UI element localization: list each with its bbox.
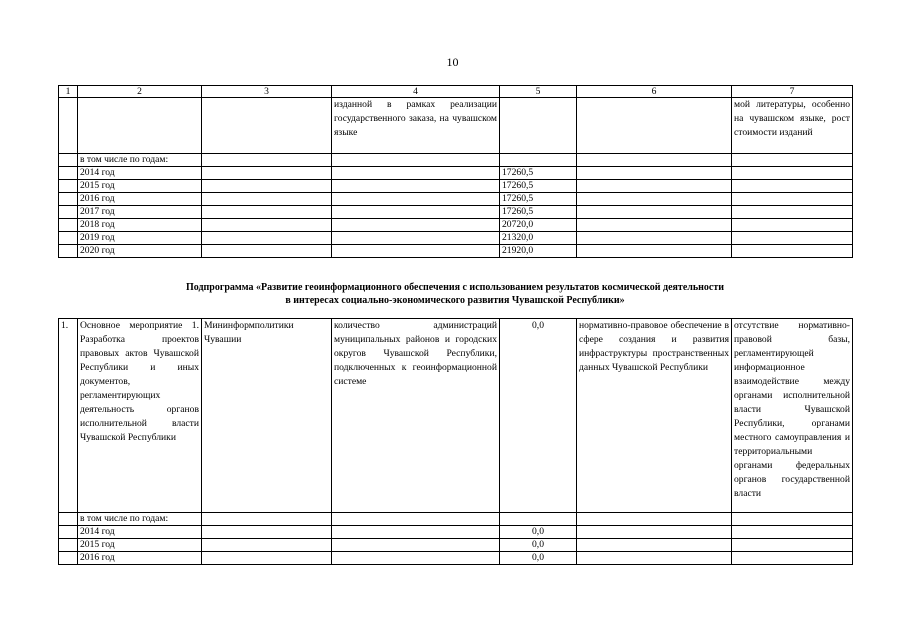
responsible-executor: Мининформполитики Чувашии [202, 319, 332, 513]
by-years-row [59, 154, 853, 167]
year-label: 2014 год [78, 526, 202, 539]
year-label: 2014 год [78, 167, 202, 180]
year-label: 2020 год [78, 245, 202, 258]
year-label: 2017 год [78, 206, 202, 219]
continued-row [59, 98, 853, 154]
subprogram-heading [58, 281, 852, 307]
table-row [59, 539, 853, 552]
table-row [59, 526, 853, 539]
year-label: 2019 год [78, 232, 202, 245]
activity-number: 1. [59, 319, 78, 513]
year-value: 0,0 [500, 552, 577, 565]
activity-description: Основное мероприятие 1. Разработка проектов правовых актов Чувашской Республики и иных документов, регламентирующих деятельность органов исполнительной власти Чувашской Республики [78, 319, 202, 513]
table-row [59, 219, 853, 232]
col-num-3: 3 [202, 86, 332, 98]
year-value: 17260,5 [500, 167, 577, 180]
col-num-5: 5 [500, 86, 577, 98]
year-value: 21920,0 [500, 245, 577, 258]
page-number: 10 [446, 55, 459, 69]
subprogram-heading-line2: в интересах социально-экономического развития Чувашской Республики» [285, 295, 625, 306]
budget-table-bottom [58, 318, 853, 565]
year-label: 2015 год [78, 180, 202, 193]
year-value: 17260,5 [500, 193, 577, 206]
activity-row [59, 319, 853, 513]
table-row [59, 245, 853, 258]
by-years-label: в том числе по годам: [78, 154, 202, 167]
by-years-label: в том числе по годам: [78, 513, 202, 526]
col-num-1: 1 [59, 86, 78, 98]
table-row [59, 180, 853, 193]
subprogram-heading-line1: Подпрограмма «Развитие геоинформационного обеспечения с использованием результатов космической деятельности [185, 282, 725, 293]
year-value: 0,0 [500, 526, 577, 539]
year-value: 17260,5 [500, 206, 577, 219]
col-num-6: 6 [577, 86, 732, 98]
year-value: 21320,0 [500, 232, 577, 245]
risk-description: отсутствие нормативно-правовой базы, регламентирующей информационное взаимодействие между органами исполнительной власти Чувашской Республики, органами местного самоуправления и территориальными органами федеральных органов государственной власти [732, 319, 853, 513]
year-label: 2018 год [78, 219, 202, 232]
year-value: 17260,5 [500, 180, 577, 193]
funding-value: 0,0 [500, 319, 577, 513]
year-value: 20720,0 [500, 219, 577, 232]
by-years-row [59, 513, 853, 526]
year-label: 2015 год [78, 539, 202, 552]
col-num-4: 4 [332, 86, 500, 98]
col-num-2: 2 [78, 86, 202, 98]
continued-col4: изданной в рамках реализации государственного заказа, на чувашском языке [332, 98, 500, 154]
column-number-row [59, 86, 853, 98]
year-label: 2016 год [78, 552, 202, 565]
table-row [59, 206, 853, 219]
col-num-7: 7 [732, 86, 853, 98]
table-row [59, 552, 853, 565]
continued-col7: мой литературы, особенно на чувашском языке, рост стоимости изданий [732, 98, 853, 154]
expected-result: нормативно-правовое обеспечение в сфере создания и развития инфраструктуры пространственных данных Чувашской Республики [577, 319, 732, 513]
table-row [59, 193, 853, 206]
table-row [59, 232, 853, 245]
year-label: 2016 год [78, 193, 202, 206]
budget-table-top [58, 85, 853, 258]
year-value: 0,0 [500, 539, 577, 552]
indicator-description: количество администраций муниципальных районов и городских округов Чувашской Республики, подключенных к геоинформационной системе [332, 319, 500, 513]
table-row [59, 167, 853, 180]
